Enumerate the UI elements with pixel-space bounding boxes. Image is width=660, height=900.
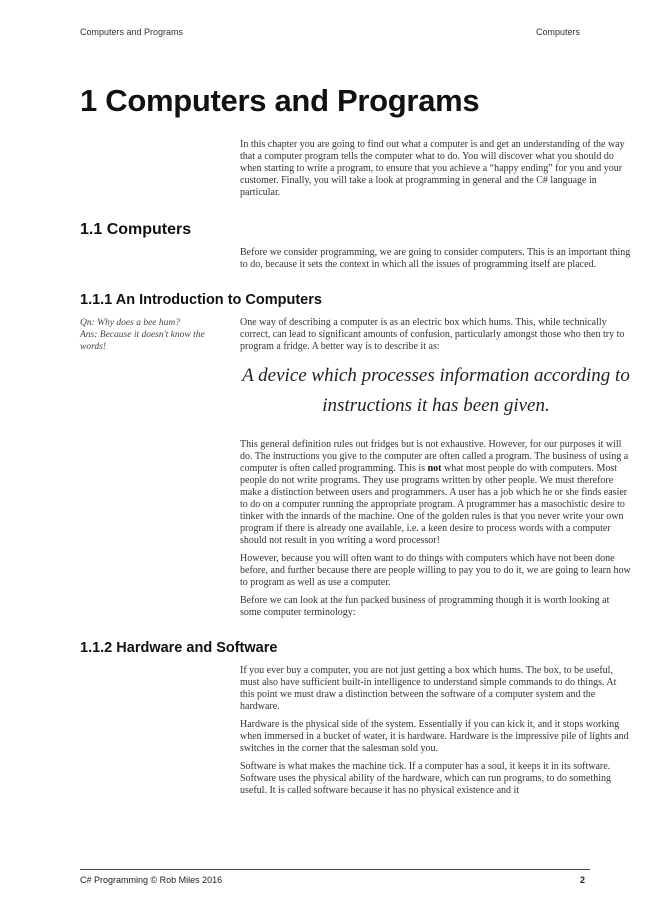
- running-header-left: Computers and Programs: [80, 27, 184, 37]
- section-1-1-paragraph: Before we consider programming, we are going to consider computers. This is an important thing to do, because it sets the context in which all the issues of programming itself are placed.: [240, 247, 631, 270]
- definition-quote-line-2: instructions it has been given.: [322, 395, 550, 416]
- text: what most people do with computers. Most people do not write programs. They use programs written by other people. We must therefore make a distinction between users and programmers. A user has a job which he or she finds easier to do on a computer running the appropriate program. A programmer has a masochistic desire to tinker with the innards of the machine. One of the golden rules is that you never write your own program if there is already one available, i.e. a keen desire to process words with a computer should not result in you writing a word processor!: [240, 463, 628, 546]
- intro-paragraph: In this chapter you are going to find out what a computer is and get an understanding of the way that a computer program tells the computer what to do. You will discover what you should do when starting to write a program, to ensure that you achieve a “happy ending” for you and your customer. Finally, you will take a look at programming in general and the C# language in particular.: [240, 139, 625, 198]
- chapter-title: 1 Computers and Programs: [80, 83, 480, 118]
- paragraph: However, because you will often want to do things with computers which have not been done before, and further because there are people willing to pay you to do it, we are going to learn how to program as well as use a computer.: [240, 553, 631, 588]
- definition-quote-line-1: A device which processes information according to: [242, 365, 630, 386]
- paragraph: Before we can look at the fun packed business of programming though it is worth looking at some computer terminology:: [240, 595, 610, 618]
- text: One way of describing a computer is as an electric box which hums. This, while technically correct, can lead to significant amounts of confusion, particularly amongst those who then try to program a fridge. A better way is to describe it as:: [240, 317, 625, 352]
- sidenote-question: Qn: Why does a bee hum?: [80, 318, 180, 328]
- sidenote-answer: Ans: Because it doesn't know the words!: [80, 330, 205, 352]
- text: This general definition rules out fridges but is not exhaustive. However, for our purposes it will do. The instructions you give to the computer are often called a program. The business of using a computer is often called programming. This is: [240, 439, 629, 474]
- paragraph: [240, 439, 632, 547]
- page-number: 2: [580, 875, 586, 885]
- bold-text: not: [427, 463, 442, 474]
- page-content: [80, 82, 632, 803]
- section-heading-1-1: 1.1 Computers: [80, 221, 192, 238]
- paragraph: Software is what makes the machine tick. If a computer has a soul, it keeps it in its software. Software uses the physical ability of the hardware, which can run programs, to do something useful. It is called software because it has no physical existence and it: [240, 761, 612, 796]
- paragraph: [80, 317, 632, 353]
- paragraph: Hardware is the physical side of the system. Essentially if you can kick it, and it stops working when immersed in a bucket of water, it is hardware. Hardware is the impressive pile of lights and switches in the corner that the salesman sold you.: [240, 719, 629, 754]
- section-heading-1-1-2: 1.1.2 Hardware and Software: [80, 640, 278, 656]
- section-heading-1-1-1: 1.1.1 An Introduction to Computers: [80, 292, 322, 308]
- sidenote: [80, 317, 230, 353]
- running-header-right: Computers: [535, 27, 580, 37]
- footer-copyright: C# Programming © Rob Miles 2016: [80, 875, 223, 885]
- paragraph: If you ever buy a computer, you are not just getting a box which hums. The box, to be useful, must also have sufficient built-in intelligence to understand simple commands to do things. At this point we must draw a distinction between the software of a computer system and the hardware.: [240, 665, 617, 712]
- footer-rule: [80, 869, 590, 870]
